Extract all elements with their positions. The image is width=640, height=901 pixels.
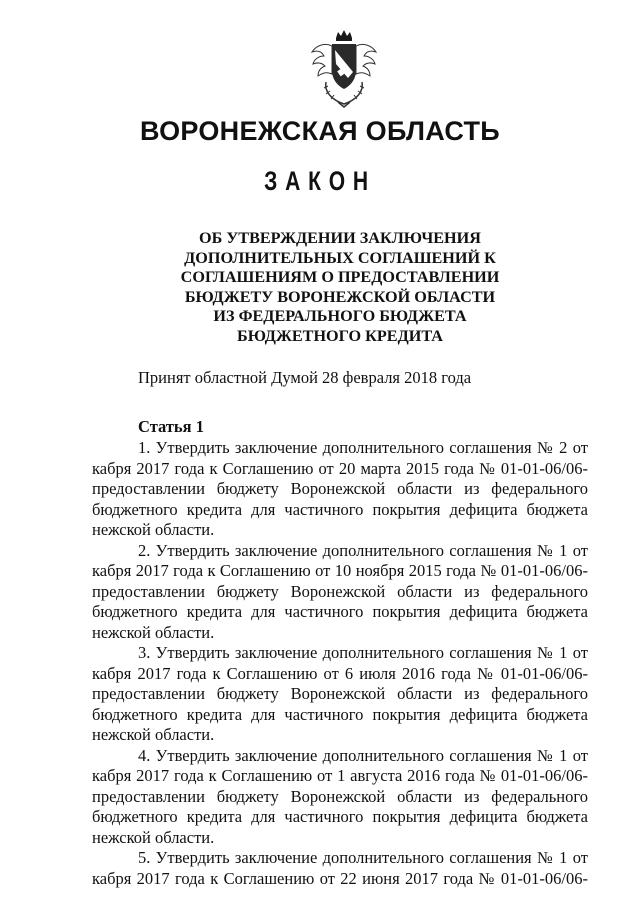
paragraph-line: бюджетного кредита для частичного покрытия дефицита бюджета [92,602,588,621]
law-title-line: ДОПОЛНИТЕЛЬНЫХ СОГЛАШЕНИЙ К [184,248,496,267]
paragraph-line: нежской области. [92,520,215,539]
law-title-line: ОБ УТВЕРЖДЕНИИ ЗАКЛЮЧЕНИЯ [199,229,481,247]
paragraph-line: нежской области. [92,622,215,642]
paragraph-line: 5. Утвердить заключение дополнительного соглашения № 1 от [138,848,588,867]
paragraph-line: бюджетного кредита для частичного покрытия дефицита бюджета [92,499,588,519]
paragraph-line: предоставлении бюджету Воронежской области из федерального [92,786,588,806]
law-title-line: БЮДЖЕТНОГО КРЕДИТА [237,326,443,345]
paragraph-line: предоставлении бюджету Воронежской области из федерального [92,684,588,703]
paragraph-line: нежской области. [92,725,215,744]
paragraph-line: кабря 2017 года к Соглашению от 20 марта 2015 года № 01-01-06/06- [92,458,588,478]
paragraph-line: бюджетного кредита для частичного покрытия дефицита бюджета [92,807,588,826]
paragraph-line: нежской области. [92,827,215,847]
paragraph-line: 2. Утвердить заключение дополнительного соглашения № 1 от [138,540,588,560]
paragraph-line: 4. Утвердить заключение дополнительного соглашения № 1 от [138,745,588,765]
document-type: ЗАКОН [264,166,376,196]
adoption-date: Принят областной Думой 28 февраля 2018 года [138,368,472,387]
paragraph-line: бюджетного кредита для частичного покрытия дефицита бюджета [92,704,588,724]
paragraph-line: кабря 2017 года к Соглашению от 22 июня 2017 года № 01-01-06/06- [92,868,588,888]
paragraph-line: 3. Утвердить заключение дополнительного соглашения № 1 от [138,643,588,662]
paragraph-line: предоставлении бюджету Воронежской области из федерального [92,479,588,498]
law-title [120,229,560,347]
paragraph-line: кабря 2017 года к Соглашению от 1 августа 2016 года № 01-01-06/06- [92,766,588,785]
paragraph-line: кабря 2017 года к Соглашению от 10 ноября 2015 года № 01-01-06/06- [92,561,588,580]
law-title-line: БЮДЖЕТУ ВОРОНЕЖСКОЙ ОБЛАСТИ [184,287,496,306]
law-title-line: СОГЛАШЕНИЯМ О ПРЕДОСТАВЛЕНИИ [180,268,500,287]
paragraph-line: кабря 2017 года к Соглашению от 6 июля 2016 года № 01-01-06/06- [92,663,588,683]
region-name: ВОРОНЕЖСКАЯ ОБЛАСТЬ [139,116,501,146]
paragraph-line: предоставлении бюджету Воронежской области из федерального [92,581,588,601]
article-heading: Статья 1 [138,417,204,436]
paragraph-line: 1. Утвердить заключение дополнительного соглашения № 2 от [138,438,588,457]
coat-of-arms-icon [302,28,386,110]
law-title-line: ИЗ ФЕДЕРАЛЬНОГО БЮДЖЕТА [213,307,467,326]
article-body [92,438,588,889]
